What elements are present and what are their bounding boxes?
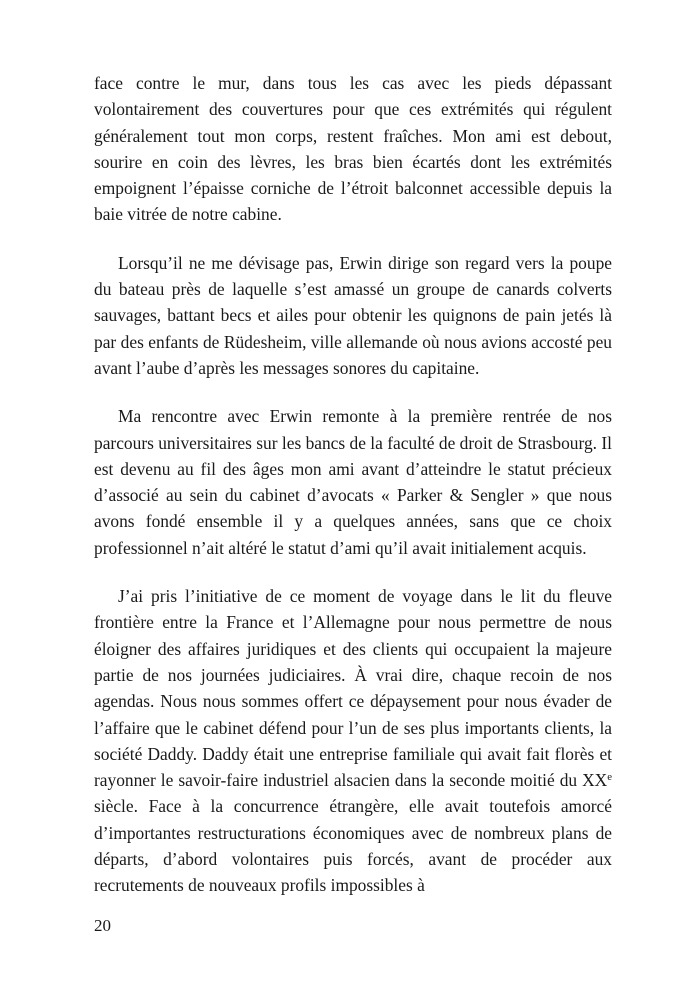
paragraph-1: face contre le mur, dans tous les cas avec les pieds dépassant volontairement des couvertures pour que ces extrémités qui régulent généralement tout mon corps, restent fraîches. Mon ami est debout, sourire en coin des lèvres, les bras bien écartés dont les extrémités empoignent l’épaisse corniche de l’étroit balconnet accessible depuis la baie vitrée de notre cabine. [94, 73, 612, 225]
paragraph-2: Lorsqu’il ne me dévisage pas, Erwin dirige son regard vers la poupe du bateau près de laquelle s’est amassé un groupe de canards colverts sauvages, battant becs et ailes pour obtenir les quignons de pain jetés là par des enfants de Rüdesheim, ville allemande où nous avions accosté peu avant l’aube d’après les messages sonores du capitaine. [94, 252, 612, 378]
page-body [94, 70, 612, 921]
paragraph-3: Ma rencontre avec Erwin remonte à la première rentrée de nos parcours universitaires sur les bancs de la faculté de droit de Strasbourg. Il est devenu au fil des âges mon ami avant d’atteindre le statut précieux d’associé au sein du cabinet d’avocats « Parker & Sengler » que nous avons fondé ensemble il y a quelques années, sans que ce choix professionnel n’ait altéré le statut d’ami qu’il avait initialement acquis. [94, 406, 612, 558]
century-superscript: e [607, 771, 612, 784]
paragraph-4 [94, 583, 612, 899]
page-number: 20 [94, 916, 111, 935]
paragraph-4-text-end: siècle. Face à la concurrence étrangère, elle avait toutefois amorcé d’importantes restructurations économiques avec de nombreux plans de départs, d’abord volontaires puis forcés, avant de procéder aux recrutements de nouveaux profils impossibles à [94, 796, 612, 896]
paragraph-4-text-start: J’ai pris l’initiative de ce moment de voyage dans le lit du fleuve frontière entre la France et l’Allemagne pour nous permettre de nous éloigner des affaires juridiques et des clients qui occupaient la majeure partie de nos journées judiciaires. À vrai dire, chaque recoin de nos agendas. Nous nous sommes offert ce dépaysement pour nous évader de l’affaire que le cabinet défend pour l’un de ses plus importants clients, la société Daddy. Daddy était une entreprise familiale qui avait fait florès et rayonner le savoir-faire industriel alsacien dans la seconde moitié du XX [94, 586, 612, 791]
